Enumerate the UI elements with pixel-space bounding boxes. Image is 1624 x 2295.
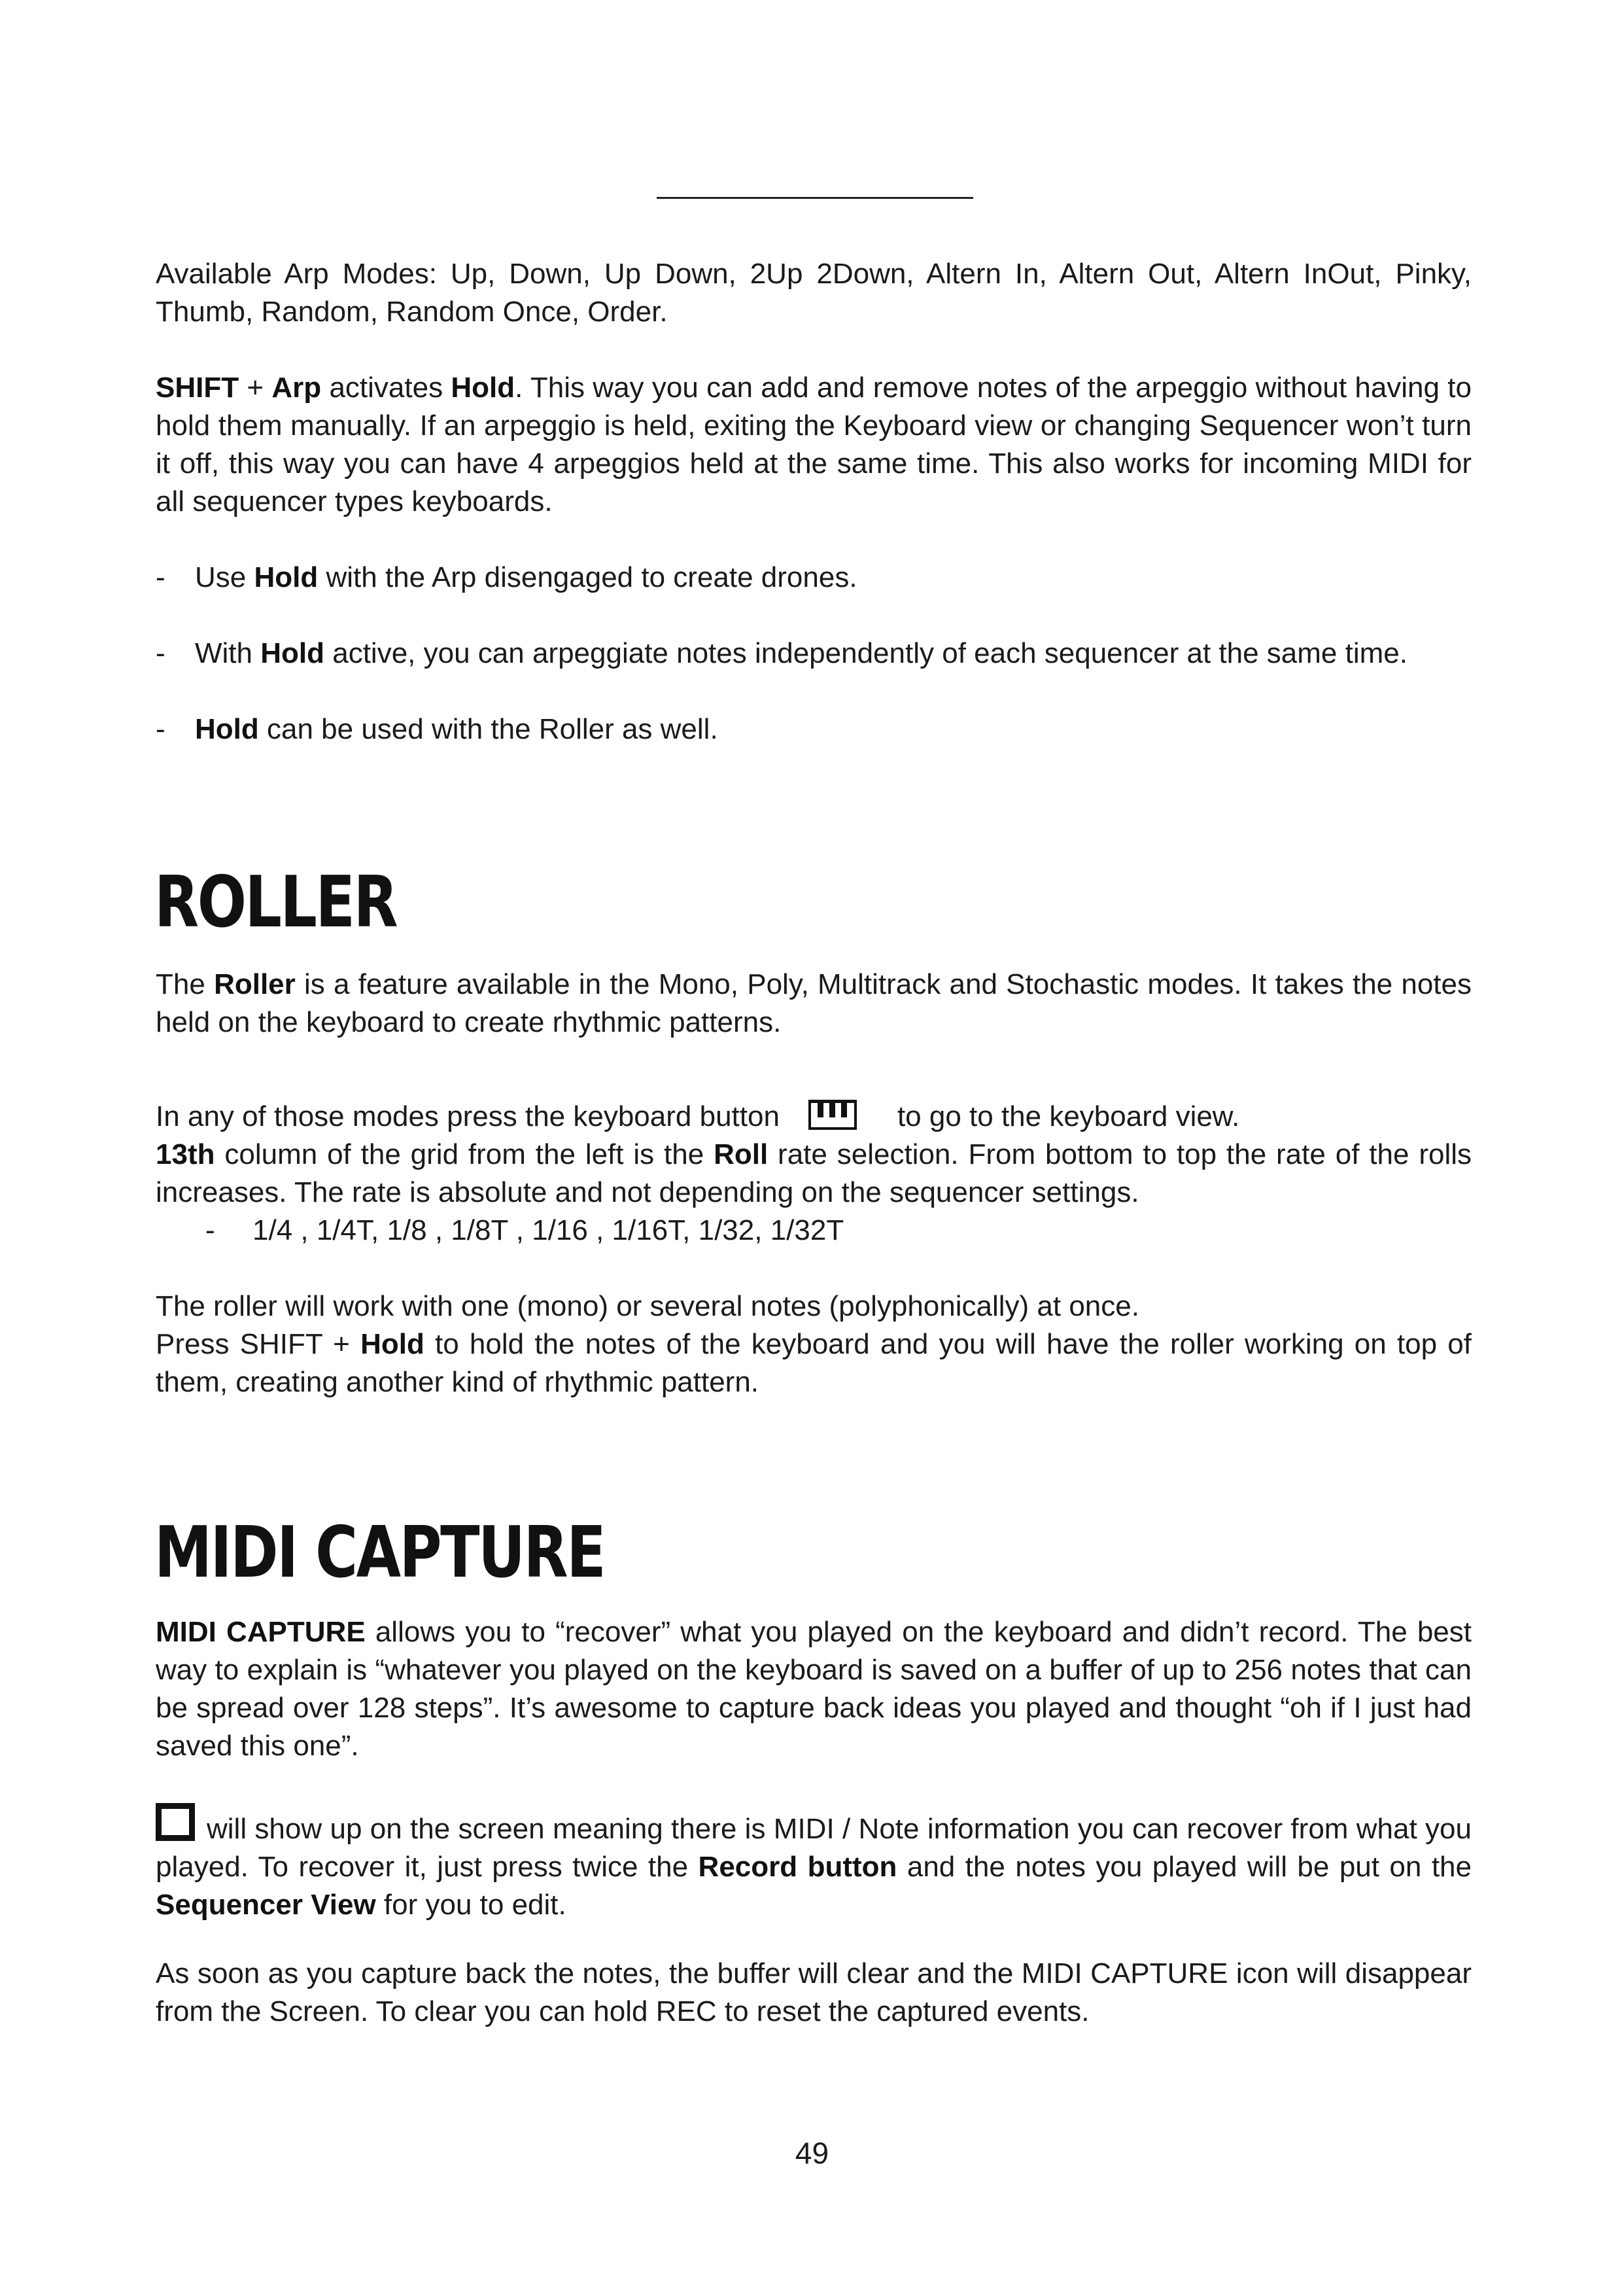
arp-modes-text: Available Arp Modes: Up, Down, Up Down, 2Up 2Down, Altern In, Altern Out, Altern InOut, Pinky, Thumb, Random, Random Once, Order.: [156, 258, 1472, 328]
hold-shift-bold: SHIFT: [156, 372, 239, 404]
roll-column-paragraph: 13th column of the grid from the left is the Roll rate selection. From bottom to top the rate of the rolls increases. The rate is absolute and not depending on the sequencer settings.: [156, 1138, 1472, 1208]
roll-rates-text: 1/4 , 1/4T, 1/8 , 1/8T , 1/16 , 1/16T, 1/32, 1/32T: [252, 1214, 844, 1246]
midi-capture-intro-paragraph: MIDI CAPTURE allows you to “recover” what you played on the keyboard and didn’t record. The best way to explain is “whatever you played on the keyboard is saved on a buffer of up to 256 notes that can be spread over 128 steps”. It’s awesome to capture back ideas you played and thought “oh if I just had saved this one”.: [156, 1616, 1472, 1762]
midi-capture-bold: MIDI CAPTURE: [156, 1616, 366, 1648]
keyboard-icon: [808, 1100, 857, 1130]
capture-icon: [156, 1803, 195, 1841]
hold-paragraph: SHIFT + Arp activates Hold. This way you can add and remove notes of the arpeggio without having to hold them manually. If an arpeggio is held, exiting the Keyboard view or changing Sequencer won’t turn it off, this way you can have 4 arpeggios held at the same time. This also works for incoming MIDI for all sequencer types keyboards.: [156, 372, 1472, 517]
hold-hold-bold: Hold: [451, 372, 515, 404]
midi-capture-clear-paragraph: As soon as you capture back the notes, the buffer will clear and the MIDI CAPTURE icon will disappear from the Screen. To clear you can hold REC to reset the captured events.: [156, 1957, 1472, 2027]
header-rule: [657, 197, 973, 199]
hold-bold: Hold: [360, 1328, 424, 1360]
13th-bold: 13th: [156, 1138, 215, 1170]
record-button-bold: Record button: [698, 1851, 897, 1883]
arp-modes-paragraph: [156, 255, 1472, 331]
hold-arp-bold: Arp: [271, 372, 322, 404]
roller-bold: Roller: [214, 968, 296, 1000]
roll-bold: Roll: [714, 1138, 769, 1170]
roller-heading: ROLLER: [154, 862, 397, 943]
page-number: 49: [795, 2136, 829, 2170]
roller-shift-hold-paragraph: Press SHIFT + Hold to hold the notes of the keyboard and you will have the roller working on top of them, creating another kind of rhythmic pattern.: [156, 1328, 1472, 1398]
roller-intro-paragraph: The Roller is a feature available in the Mono, Poly, Multitrack and Stochastic modes. It takes the notes held on the keyboard to create rhythmic patterns.: [156, 968, 1472, 1038]
roller-mono-poly-paragraph: The roller will work with one (mono) or several notes (polyphonically) at once.: [156, 1290, 1139, 1322]
midi-capture-icon-paragraph: will show up on the screen meaning there is MIDI / Note information you can recover from what you played. To recover it, just press twice the Record button and the notes you played will be put on the Sequencer View for you to edit.: [156, 1803, 1472, 1924]
midi-capture-heading: MIDI CAPTURE: [154, 1512, 605, 1594]
roller-keyboard-paragraph: In any of those modes press the keyboard button to go to the keyboard view.: [156, 1100, 1240, 1132]
sequencer-view-bold: Sequencer View: [156, 1889, 376, 1921]
